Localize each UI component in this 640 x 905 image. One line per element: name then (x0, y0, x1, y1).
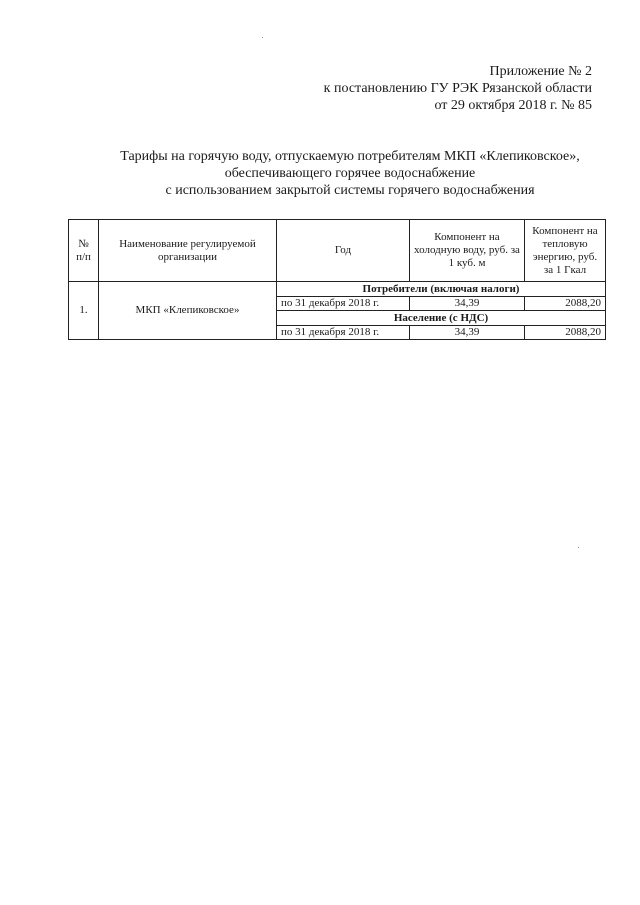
period-cell: по 31 декабря 2018 г. (277, 326, 410, 340)
scan-speck (578, 547, 579, 548)
header-year: Год (277, 220, 410, 282)
annex-resolution: к постановлению ГУ РЭК Рязанской области (323, 81, 592, 96)
title-line-1: Тарифы на горячую воду, отпускаемую потребителям МКП «Клепиковское», (120, 149, 580, 164)
row-num: 1. (69, 282, 99, 340)
table-row (69, 282, 606, 297)
header-num: № п/п (69, 220, 99, 282)
annex-date: от 29 октября 2018 г. № 85 (434, 98, 592, 113)
period-cell: по 31 декабря 2018 г. (277, 297, 410, 311)
scan-speck (262, 37, 263, 38)
document-title (60, 148, 640, 199)
annex-header (324, 63, 592, 114)
header-cold-component: Компонент на холодную воду, руб. за 1 куб. м (410, 220, 525, 282)
table-header-row (69, 220, 606, 282)
row-org: МКП «Клепиковское» (99, 282, 277, 340)
title-line-3: с использованием закрытой системы горячего водоснабжения (165, 183, 535, 198)
header-heat-component: Компонент на тепловую энергию, руб. за 1 Гкал (525, 220, 606, 282)
cold-value-cell: 34,39 (410, 326, 525, 340)
heat-value-cell: 2088,20 (525, 297, 606, 311)
header-org: Наименование регулируемой организации (99, 220, 277, 282)
tariff-table (68, 219, 606, 340)
title-line-2: обеспечивающего горячее водоснабжение (224, 166, 476, 181)
heat-value-cell: 2088,20 (525, 326, 606, 340)
group-consumers-label: Потребители (включая налоги) (277, 282, 606, 297)
cold-value-cell: 34,39 (410, 297, 525, 311)
group-population-label: Население (с НДС) (277, 311, 606, 326)
annex-number: Приложение № 2 (489, 64, 592, 79)
